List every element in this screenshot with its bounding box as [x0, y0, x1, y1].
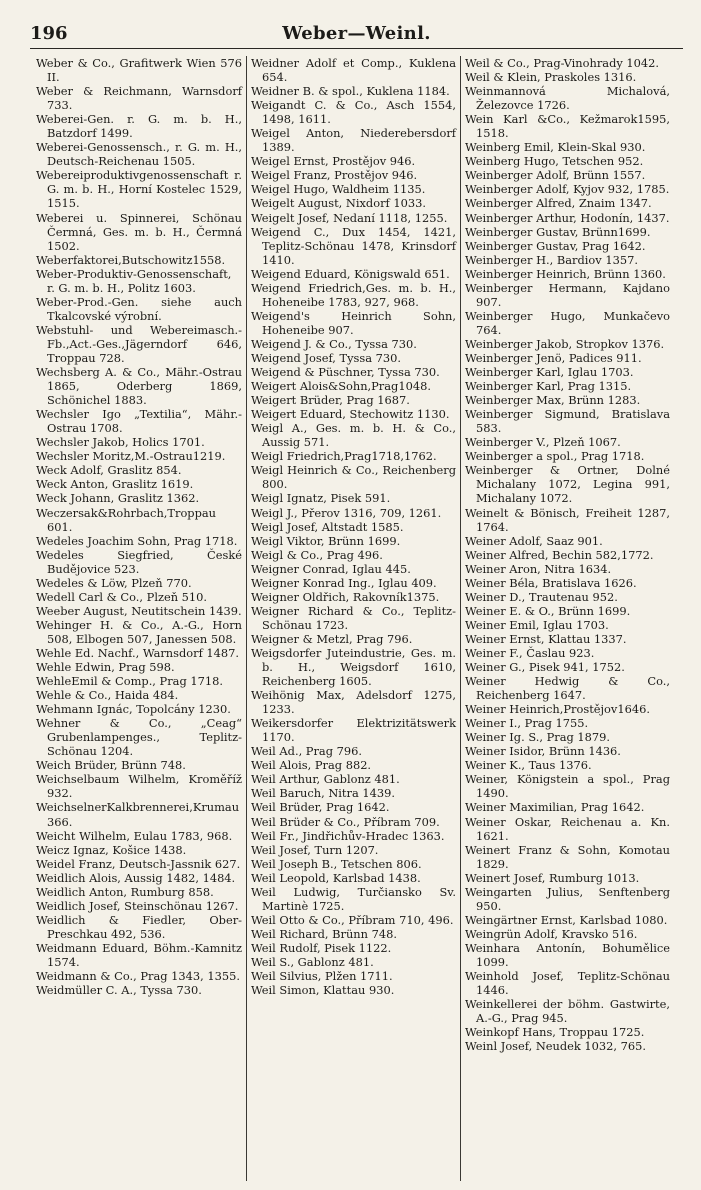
- directory-entry: Weinberger Alfred, Znaim 1347.: [465, 196, 652, 211]
- directory-entry: Webereiproduktivgenossenschaft r. G. m. b. H., Horní Kostelec 1529, 1515.: [36, 168, 242, 211]
- directory-entry: Weiner Hedwig & Co., Reichenberg 1647.: [465, 674, 670, 703]
- directory-entry: WeichselnerKalkbrennerei,Krumau 366.: [36, 800, 240, 829]
- directory-entry: Weigelt August, Nixdorf 1033.: [251, 196, 426, 211]
- directory-entry: Weinberger & Ortner, Dolné Michalany 1072, Legina 991, Michalany 1072.: [465, 463, 670, 506]
- running-head: Weber—Weinl.: [282, 23, 431, 44]
- directory-entry: Weigl Josef, Altstadt 1585.: [251, 519, 404, 534]
- directory-entry: Weil Ad., Prag 796.: [251, 744, 362, 759]
- directory-entry: Weinberger Sigmund, Bratislava 583.: [465, 407, 670, 436]
- directory-entry: Weiner D., Trautenau 952.: [465, 589, 618, 604]
- directory-entry: Weil & Klein, Praskoles 1316.: [465, 70, 637, 85]
- directory-entry: Weidel Franz, Deutsch-Jassnik 627.: [36, 856, 241, 871]
- directory-entry: Weigner Richard & Co., Teplitz-Schönau 1723.: [251, 603, 456, 632]
- directory-entry: Weil Baruch, Nitra 1439.: [251, 786, 395, 801]
- directory-entry: Weiner Oskar, Reichenau a. Kn. 1621.: [465, 814, 670, 843]
- directory-entry: Weinberger Max, Brünn 1283.: [465, 393, 641, 408]
- directory-entry: Weigl Viktor, Brünn 1699.: [251, 533, 401, 548]
- column-3: [460, 56, 674, 1181]
- directory-entry: Weiner Alfred, Bechin 582,1772.: [465, 547, 654, 562]
- directory-entry: Weil & Co., Prag-Vinohrady 1042.: [465, 56, 660, 70]
- directory-entry: Weinkopf Hans, Troppau 1725.: [465, 1025, 645, 1040]
- directory-entry: Weigend C., Dux 1454, 1421, Teplitz-Schönau 1478, Krinsdorf 1410.: [251, 224, 456, 267]
- directory-entry: Weeber August, Neutitschein 1439.: [36, 603, 242, 618]
- directory-entry: Weiner Ig. S., Prag 1879.: [465, 730, 611, 745]
- directory-entry: Weil Silvius, Plžen 1711.: [251, 969, 393, 984]
- directory-entry: Wedeles & Löw, Plzeň 770.: [36, 575, 192, 590]
- page-number: 196: [30, 23, 68, 44]
- directory-entry: Weinert Franz & Sohn, Komotau 1829.: [465, 842, 670, 871]
- directory-entry: Weigsdorfer Juteindustrie, Ges. m. b. H., Weigsdorf 1610, Reichenberg 1605.: [251, 645, 456, 689]
- directory-entry: Weinberger Gustav, Brünn1699.: [465, 224, 651, 239]
- directory-entry: Weiner G., Pisek 941, 1752.: [465, 660, 625, 675]
- directory-entry: Weingärtner Ernst, Karlsbad 1080.: [465, 912, 668, 927]
- directory-entry: Weinberger Gustav, Prag 1642.: [465, 238, 646, 253]
- directory-entry: Weil Brüder, Prag 1642.: [251, 800, 390, 815]
- directory-entry: Weiner K., Taus 1376.: [465, 758, 592, 773]
- directory-entry: Weberei u. Spinnerei, Schönau Čermná, Ges. m. b. H., Čermná 1502.: [36, 210, 242, 253]
- directory-entry: Weinert Josef, Rumburg 1013.: [465, 870, 640, 885]
- directory-entry: Weikersdorfer Elektrizitätswerk 1170.: [251, 716, 456, 745]
- directory-entry: Weberei-Genossensch., r. G. m. H., Deutsch-Reichenau 1505.: [36, 140, 242, 169]
- directory-entry: Weil Richard, Brünn 748.: [251, 926, 397, 941]
- directory-entry: Wehle & Co., Haida 484.: [36, 688, 179, 703]
- directory-entry: Wechsberg A. & Co., Mähr.-Ostrau 1865, Oderberg 1869, Schönichel 1883.: [36, 365, 242, 408]
- directory-entry: Weigner Konrad Ing., Iglau 409.: [251, 575, 437, 590]
- directory-entry: Weinberger Hugo, Munkačevo 764.: [465, 308, 670, 337]
- directory-entry: Weil Simon, Klattau 930.: [251, 983, 395, 998]
- directory-entry: Weber & Co., Grafitwerk Wien 576 II.: [36, 56, 242, 85]
- directory-entry: Weinberger V., Plzeň 1067.: [465, 435, 621, 450]
- directory-entry: Wechsler Igo „Textilia“, Mähr.-Ostrau 1708.: [36, 407, 242, 436]
- directory-entry: Weinberger Arthur, Hodonín, 1437.: [465, 210, 670, 225]
- directory-entry: Weigend Friedrich,Ges. m. b. H., Hoheneibe 1783, 927, 968.: [251, 280, 456, 309]
- directory-entry: Weich Brüder, Brünn 748.: [36, 758, 186, 773]
- directory-entry: Weigl Ignatz, Pisek 591.: [251, 491, 391, 506]
- directory-entry: Weigandt C. & Co., Asch 1554, 1498, 1611.: [251, 98, 456, 127]
- directory-entry: Weberei-Gen. r. G. m. b. H., Batzdorf 1499.: [36, 112, 242, 141]
- directory-entry: Weidlich Alois, Aussig 1482, 1484.: [36, 870, 236, 885]
- column-2: [246, 56, 460, 1181]
- directory-entry: Weil Rudolf, Pisek 1122.: [251, 940, 392, 955]
- directory-entry: Weiner Maximilian, Prag 1642.: [465, 800, 645, 815]
- directory-entry: Weiner Béla, Bratislava 1626.: [465, 575, 637, 590]
- directory-entry: Weil Josef, Turn 1207.: [251, 842, 379, 857]
- directory-entry: Weck Anton, Graslitz 1619.: [36, 477, 194, 492]
- directory-entry: Weingarten Julius, Senftenberg 950.: [465, 884, 670, 913]
- directory-entry: Weigel Hugo, Waldheim 1135.: [251, 182, 426, 197]
- directory-entry: Wehinger H. & Co., A.-G., Horn 508, Elbogen 507, Janessen 508.: [36, 617, 242, 646]
- directory-entry: Weil Arthur, Gablonz 481.: [251, 772, 400, 787]
- directory-entry: Weidner Adolf et Comp., Kuklena 654.: [251, 56, 456, 85]
- directory-entry: Weigner Conrad, Iglau 445.: [251, 561, 411, 576]
- directory-entry: Weil Otto & Co., Příbram 710, 496.: [251, 912, 454, 927]
- directory-entry: Weigner & Metzl, Prag 796.: [251, 631, 413, 646]
- directory-entry: Weigl & Co., Prag 496.: [251, 547, 383, 562]
- directory-entry: Weinelt & Bönisch, Freiheit 1287, 1764.: [465, 505, 670, 534]
- directory-entry: Weidmann & Co., Prag 1343, 1355.: [36, 969, 240, 984]
- directory-entry: Weinberger Jenö, Padices 911.: [465, 350, 642, 365]
- directory-entry: Weiner Aron, Nitra 1634.: [465, 561, 612, 576]
- directory-entry: Weck Johann, Graslitz 1362.: [36, 491, 200, 506]
- directory-entry: Weigel Franz, Prostějov 946.: [251, 168, 418, 183]
- directory-entry: Weigl Friedrich,Prag1718,1762.: [251, 449, 437, 464]
- directory-entry: Weicht Wilhelm, Eulau 1783, 968.: [36, 828, 233, 843]
- directory-entry: Weigelt Josef, Nedaní 1118, 1255.: [251, 210, 448, 225]
- directory-entry: Weigend Eduard, Königswald 651.: [251, 266, 450, 281]
- directory-entry: Weiner I., Prag 1755.: [465, 716, 589, 731]
- directory-entry: Weihönig Max, Adelsdorf 1275, 1233.: [251, 688, 456, 717]
- directory-entry: Weigel Anton, Niederebersdorf 1389.: [251, 126, 456, 155]
- directory-entry: Weinberger H., Bardiov 1357.: [465, 252, 638, 267]
- directory-entry: WehleEmil & Comp., Prag 1718.: [36, 674, 223, 689]
- directory-entry: Weberfaktorei,Butschowitz1558.: [36, 252, 226, 267]
- directory-entry: Wechsler Moritz,M.-Ostrau1219.: [36, 449, 226, 464]
- directory-entry: Weiner F., Časlau 923.: [465, 645, 595, 660]
- directory-entry: Weinberger Adolf, Kyjov 932, 1785.: [465, 182, 670, 197]
- directory-entry: Weidmüller C. A., Tyssa 730.: [36, 983, 202, 998]
- directory-entry: Weinberger Heinrich, Brünn 1360.: [465, 266, 666, 281]
- directory-entry: Weigend & Püschner, Tyssa 730.: [251, 365, 440, 380]
- directory-entry: Weiner, Königstein a spol., Prag 1490.: [465, 772, 670, 801]
- directory-entry: Weicz Ignaz, Košice 1438.: [36, 842, 187, 857]
- directory-entry: Weinberg Emil, Klein-Skal 930.: [465, 140, 646, 155]
- directory-entry: Wechsler Jakob, Holics 1701.: [36, 435, 205, 450]
- directory-entry: Weidlich Anton, Rumburg 858.: [36, 884, 214, 899]
- directory-entry: Weil Ludwig, Turčiansko Sv. Martinè 1725.: [251, 884, 456, 913]
- directory-entry: Weigend Josef, Tyssa 730.: [251, 350, 402, 365]
- directory-entry: Weinberg Hugo, Tetschen 952.: [465, 154, 644, 169]
- directory-entry: Weil Fr., Jindřichův-Hradec 1363.: [251, 828, 445, 843]
- directory-entry: Weinmannová Michalová, Železovce 1726.: [465, 84, 670, 113]
- directory-entry: Weber-Prod.-Gen. siehe auch Tkalcovské výrobní.: [36, 294, 242, 323]
- directory-entry: Weinkellerei der böhm. Gastwirte, A.-G., Prag 945.: [465, 997, 670, 1026]
- directory-entry: Weigert Brüder, Prag 1687.: [251, 393, 410, 408]
- directory-entry: Weinl Josef, Neudek 1032, 765.: [465, 1039, 647, 1054]
- directory-entry: Weil Brüder & Co., Příbram 709.: [251, 814, 440, 829]
- header-rule: [30, 48, 683, 49]
- directory-entry: Wehle Ed. Nachf., Warnsdorf 1487.: [36, 645, 240, 660]
- directory-entry: Weinhara Antonín, Bohumělice 1099.: [465, 940, 670, 969]
- directory-entry: Weck Adolf, Graslitz 854.: [36, 463, 182, 478]
- directory-entry: Weczersak&Rohrbach,Troppau 601.: [36, 505, 217, 534]
- directory-entry: Weil Leopold, Karlsbad 1438.: [251, 870, 421, 885]
- directory-entry: Weigl Heinrich & Co., Reichenberg 800.: [251, 463, 456, 492]
- directory-entry: Weigl A., Ges. m. b. H. & Co., Aussig 571.: [251, 421, 456, 450]
- directory-entry: Weiner Emil, Iglau 1703.: [465, 617, 609, 632]
- directory-columns: [32, 56, 692, 1181]
- directory-entry: Wedeles Joachim Sohn, Prag 1718.: [36, 533, 238, 548]
- directory-entry: Weber & Reichmann, Warnsdorf 733.: [36, 84, 242, 113]
- column-1: [32, 56, 246, 1181]
- directory-entry: Weigl J., Přerov 1316, 709, 1261.: [251, 505, 442, 520]
- directory-entry: Weil S., Gablonz 481.: [251, 955, 374, 969]
- directory-entry: Webstuhl- und Webereimasch.-Fb.,Act.-Ges.,Jägerndorf 646, Troppau 728.: [36, 322, 242, 365]
- directory-entry: Weidlich Josef, Steinschönau 1267.: [36, 898, 239, 913]
- page-header: [30, 14, 683, 44]
- directory-entry: Weinberger a spol., Prag 1718.: [465, 449, 645, 464]
- directory-entry: Weigend's Heinrich Sohn, Hoheneibe 907.: [251, 308, 456, 337]
- directory-entry: Weiner Adolf, Saaz 901.: [465, 533, 603, 548]
- directory-entry: Wein Karl &Co., Kežmarok1595, 1518.: [465, 112, 670, 141]
- directory-entry: Weigert Eduard, Stechowitz 1130.: [251, 407, 450, 422]
- directory-entry: Wedell Carl & Co., Plzeň 510.: [36, 589, 208, 604]
- directory-entry: Weiner E. & O., Brünn 1699.: [465, 603, 631, 618]
- directory-entry: Weinberger Karl, Prag 1315.: [465, 379, 632, 394]
- directory-entry: Weil Joseph B., Tetschen 806.: [251, 856, 422, 871]
- directory-entry: Weichselbaum Wilhelm, Kroměříž 932.: [36, 772, 242, 801]
- directory-entry: Weinberger Jakob, Stropkov 1376.: [465, 336, 665, 351]
- directory-entry: Wehner & Co., „Ceag“ Grubenlampenges., Teplitz-Schönau 1204.: [36, 716, 242, 759]
- directory-entry: Weiner Isidor, Brünn 1436.: [465, 744, 621, 759]
- directory-entry: Weinberger Karl, Iglau 1703.: [465, 365, 634, 380]
- directory-entry: Weidner B. & spol., Kuklena 1184.: [251, 84, 450, 99]
- directory-entry: Weiner Heinrich,Prostějov1646.: [465, 702, 650, 717]
- directory-entry: Weil Alois, Prag 882.: [251, 758, 372, 773]
- directory-entry: Wehle Edwin, Prag 598.: [36, 660, 175, 675]
- directory-entry: Weiner Ernst, Klattau 1337.: [465, 631, 627, 646]
- directory-entry: Wehmann Ignác, Topolcány 1230.: [36, 702, 231, 717]
- directory-entry: Weigel Ernst, Prostějov 946.: [251, 154, 416, 169]
- directory-entry: Weinhold Josef, Teplitz-Schönau 1446.: [465, 969, 670, 998]
- directory-entry: Weinberger Adolf, Brünn 1557.: [465, 168, 646, 183]
- directory-entry: Weigert Alois&Sohn,Prag1048.: [251, 379, 431, 394]
- directory-entry: Weidlich & Fiedler, Ober-Preschkau 492, 536.: [36, 912, 242, 941]
- directory-entry: Wedeles Siegfried, České Budějovice 523.: [36, 547, 242, 576]
- directory-entry: Weingrün Adolf, Kravsko 516.: [465, 926, 638, 941]
- directory-entry: Weber-Produktiv-Genossenschaft, r. G. m. b. H., Politz 1603.: [36, 266, 232, 295]
- directory-entry: Weinberger Hermann, Kajdano 907.: [465, 280, 670, 309]
- directory-entry: Weigend J. & Co., Tyssa 730.: [251, 336, 417, 351]
- directory-entry: Weigner Oldřich, Rakovník1375.: [251, 589, 440, 604]
- directory-entry: Weidmann Eduard, Böhm.-Kamnitz 1574.: [36, 940, 242, 969]
